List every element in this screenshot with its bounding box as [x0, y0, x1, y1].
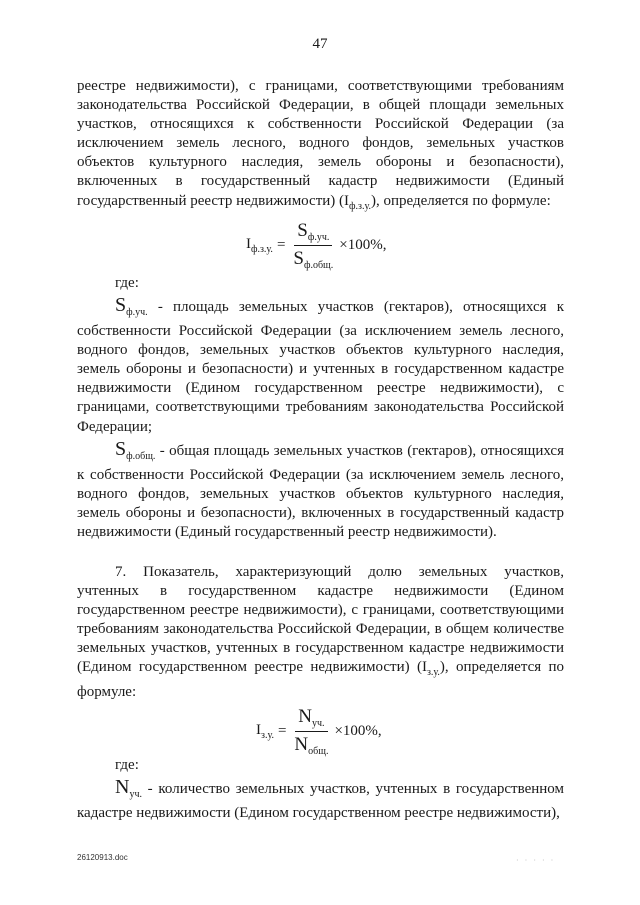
formula-1-equals: = — [276, 237, 286, 253]
intro-index-sub: ф.з.у. — [349, 200, 371, 212]
item-7-paragraph — [77, 563, 564, 702]
intro-tail: ), определяется по формуле: — [370, 192, 551, 209]
formula-1 — [246, 220, 386, 271]
where-label-2: где: — [115, 757, 139, 773]
formula-2-lhs: $I_{з.у.}$ — [256, 722, 274, 741]
def-3-symbol: N — [115, 776, 130, 798]
definition-s-fobsch — [77, 440, 564, 542]
formula-1-fraction — [290, 220, 336, 271]
formula-2-fraction — [291, 706, 331, 757]
def-3-text: - количество земельных участков, учтенных в государственном кадастре недвижимости (Едином государственном реестре недвижимости), — [77, 781, 564, 822]
formula-2-denominator: $N_{общ.}$ — [294, 734, 329, 757]
scan-speck-decoration: · · · · · — [516, 856, 556, 865]
formula-2-multiplier: ×100%, — [334, 723, 382, 739]
definition-s-fuch — [77, 296, 564, 437]
formula-1-multiplier: ×100%, — [339, 237, 387, 253]
intro-paragraph — [77, 77, 564, 216]
def-2-symbol: S — [115, 438, 127, 460]
where-label-1: где: — [115, 275, 139, 291]
formula-1-numerator: $S_{ф.уч.}$ — [294, 220, 332, 246]
def-2-subscript: ф.общ. — [126, 451, 156, 462]
item-7-subscript: з.у. — [426, 667, 440, 679]
def-1-text: - площадь земельных участков (гектаров), относящихся к собственности Российской Федерации (за исключением земель лесного, водного фондов, земельных участков объектов культурного наследия, земель обороны и безопасности) и учтенных в государственном кадастре недвижимости (Едином государственном реестре недвижимости), с границами, соответствующими требованиям законодательства Российской Федерации; — [77, 299, 564, 435]
page-number: 47 — [312, 36, 328, 52]
definition-n-uch — [77, 778, 564, 823]
def-1-subscript: ф.уч. — [126, 307, 148, 318]
formula-2 — [256, 706, 382, 757]
def-3-subscript: уч. — [129, 789, 142, 800]
formula-1-lhs: $I_{ф.з.у.}$ — [246, 236, 273, 255]
intro-text: реестре недвижимости), с границами, соответствующими требованиям законодательства Российской Федерации, в общей площади земельных участков, относящихся к собственности Российской Федерации (за исключением земель лесного, водного фондов, земельных участков объектов культурного наследия, земель обороны и безопасности), включенных в государственный кадастр недвижимости (Единый государственный реестр недвижимости) (I — [77, 78, 564, 209]
formula-1-denominator: $S_{ф.общ.}$ — [293, 248, 334, 271]
formula-2-numerator: $N_{уч.}$ — [295, 706, 327, 732]
def-2-text: - общая площадь земельных участков (гектаров), относящихся к собственности Российской Федерации (за исключением земель лесного, водного фондов, земельных участков объектов культурного наследия, земель обороны и безопасности), включенных в государственный кадастр недвижимости (Единый государственный реестр недвижимости). — [77, 443, 564, 541]
footer-filename: 26120913.doc — [77, 853, 128, 862]
item-7-text: 7. Показатель, характеризующий долю земельных участков, учтенных в государственном кадастре недвижимости (Едином государственном реестре недвижимости), с границами, соответствующими требованиям законодательства Российской Федерации, в общем количестве земельных участков, учтенных в государственном кадастре недвижимости (Едином государственном реестре недвижимости) (I — [77, 564, 564, 676]
def-1-symbol: S — [115, 294, 127, 316]
item-7-tail: ), определяется по формуле: — [77, 659, 564, 700]
formula-2-equals: = — [277, 723, 287, 739]
